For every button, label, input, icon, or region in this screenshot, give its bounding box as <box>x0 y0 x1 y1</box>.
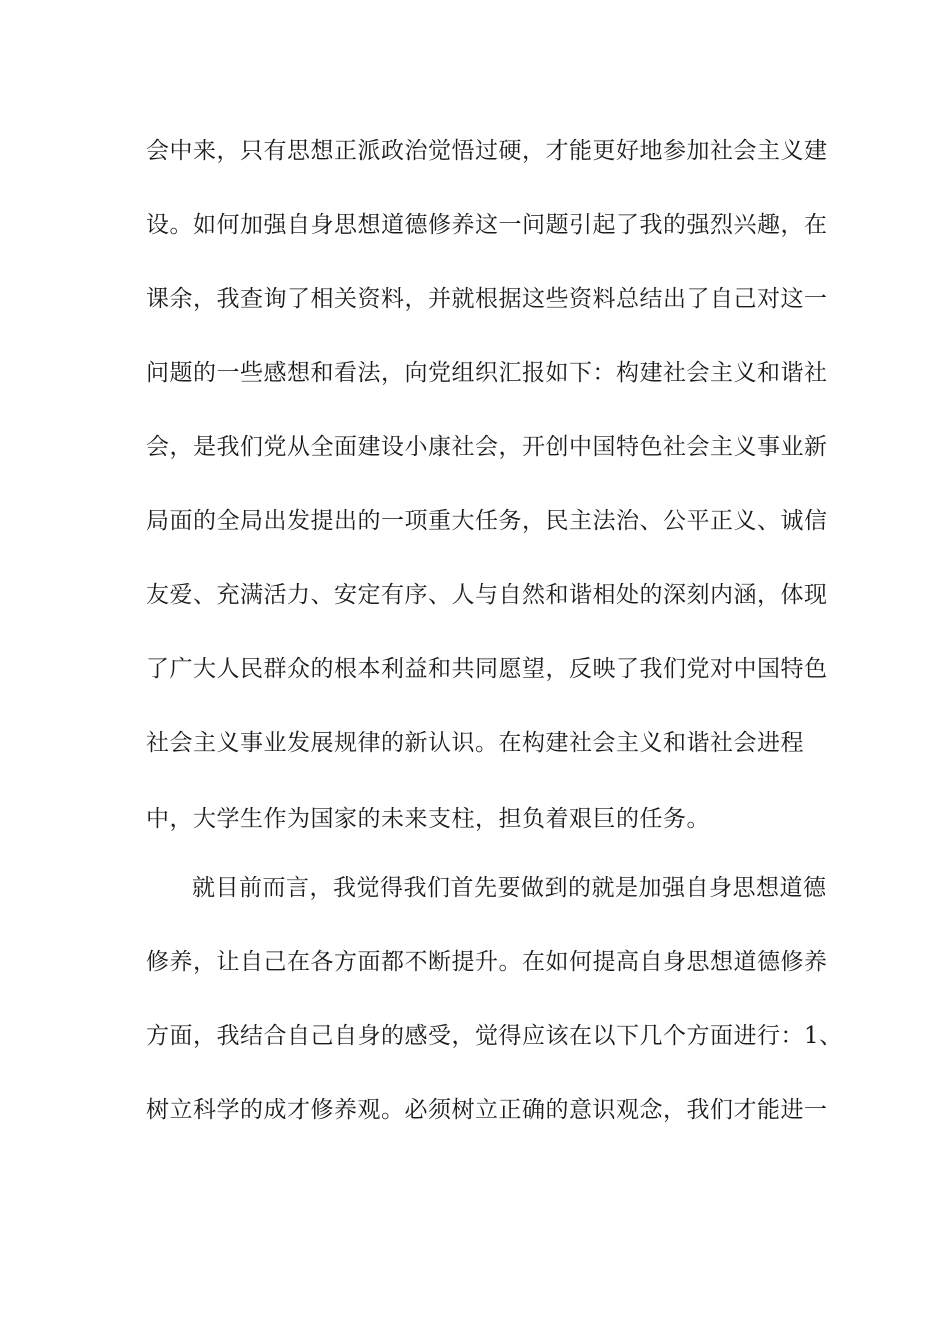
paragraph-1-line-1: 会中来，只有思想正派政治觉悟过硬，才能更好地参加社会主义建 <box>146 138 828 164</box>
paragraph-1-line-5: 会，是我们党从全面建设小康社会，开创中国特色社会主义事业新 <box>146 434 828 460</box>
paragraph-2-line-4: 树立科学的成才修养观。必须树立正确的意识观念，我们才能进一 <box>146 1097 828 1123</box>
paragraph-1-line-7: 友爱、充满活力、安定有序、人与自然和谐相处的深刻内涵，体现 <box>146 582 828 608</box>
paragraph-1-line-9: 社会主义事业发展规律的新认识。在构建社会主义和谐社会进程 <box>146 730 804 756</box>
paragraph-2-line-2: 修养，让自己在各方面都不断提升。在如何提高自身思想道德修养 <box>146 949 828 975</box>
paragraph-1-line-2: 设。如何加强自身思想道德修养这一问题引起了我的强烈兴趣，在 <box>146 212 828 238</box>
paragraph-1-line-8: 了广大人民群众的根本利益和共同愿望，反映了我们党对中国特色 <box>146 656 828 682</box>
paragraph-1-line-6: 局面的全局出发提出的一项重大任务，民主法治、公平正义、诚信 <box>146 508 828 534</box>
paragraph-1-line-4: 问题的一些感想和看法，向党组织汇报如下：构建社会主义和谐社 <box>146 360 828 386</box>
paragraph-1-line-3: 课余，我查询了相关资料，并就根据这些资料总结出了自己对这一 <box>146 286 828 312</box>
paragraph-1-line-10: 中，大学生作为国家的未来支柱，担负着艰巨的任务。 <box>146 806 710 832</box>
paragraph-2-line-1: 就目前而言，我觉得我们首先要做到的就是加强自身思想道德 <box>192 875 827 901</box>
paragraph-2-line-3: 方面，我结合自己自身的感受，觉得应该在以下几个方面进行：1、 <box>146 1023 843 1049</box>
